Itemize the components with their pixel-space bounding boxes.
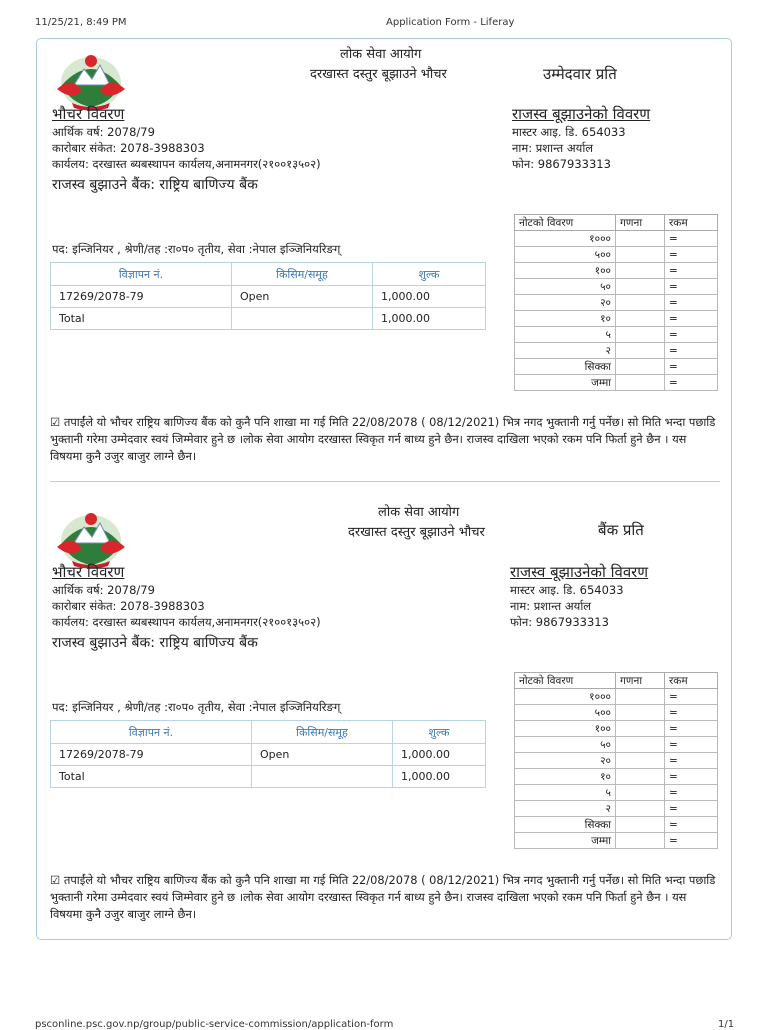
- denomination: २०: [515, 295, 616, 311]
- table-row: [515, 817, 718, 833]
- amount-cell: =: [665, 327, 718, 343]
- denomination: १०००: [515, 231, 616, 247]
- notes-header-count: गणना: [616, 215, 665, 231]
- master-id: मास्टर आइ. डि. 654033: [512, 125, 626, 139]
- count-cell: [616, 817, 665, 833]
- fee-header-fee: शुल्क: [393, 721, 486, 744]
- denomination: ५००: [515, 705, 616, 721]
- amount-cell: =: [665, 247, 718, 263]
- table-row: [515, 753, 718, 769]
- table-row: [515, 689, 718, 705]
- fee-type: Open: [252, 744, 393, 766]
- amount-cell: =: [665, 279, 718, 295]
- fee-total-label: Total: [51, 308, 232, 330]
- count-cell: [616, 327, 665, 343]
- table-row: [515, 359, 718, 375]
- count-cell: [616, 689, 665, 705]
- denomination: १००: [515, 721, 616, 737]
- fee-header-type: किसिम/समूह: [232, 263, 373, 286]
- amount-cell: =: [665, 343, 718, 359]
- payer-phone: फोन: 9867933313: [510, 615, 609, 629]
- count-cell: [616, 753, 665, 769]
- count-cell: [616, 247, 665, 263]
- denomination: ५०: [515, 279, 616, 295]
- notes-header-amount: रकम: [665, 673, 718, 689]
- table-row: [515, 231, 718, 247]
- amount-cell: =: [665, 263, 718, 279]
- denomination: १००: [515, 263, 616, 279]
- fee-total-amount: 1,000.00: [393, 766, 486, 788]
- table-row: [515, 295, 718, 311]
- post-details: पद: इन्जिनियर , श्रेणी/तह :रा०प० तृतीय, सेवा :नेपाल इञ्जिनियरिङग्: [52, 242, 341, 256]
- fee-total-empty: [232, 308, 373, 330]
- table-row: [515, 247, 718, 263]
- count-cell: [616, 375, 665, 391]
- count-cell: [616, 705, 665, 721]
- payer-phone: फोन: 9867933313: [512, 157, 611, 171]
- voucher-candidate-copy: [0, 0, 768, 463]
- denomination: २: [515, 801, 616, 817]
- payer-name: नाम: प्रशान्त अर्याल: [510, 599, 592, 613]
- amount-cell: =: [665, 833, 718, 849]
- notes-header-desc: नोटको विवरण: [515, 673, 616, 689]
- table-row: [515, 721, 718, 737]
- table-row: [515, 343, 718, 359]
- notes-table: [514, 672, 718, 849]
- amount-cell: =: [665, 721, 718, 737]
- bank-name: राजस्व बुझाउने बैंक: राष्ट्रिय बाणिज्य बैंक: [52, 635, 258, 651]
- transaction-code: कारोबार संकेत: 2078-3988303: [52, 599, 205, 613]
- table-row: [515, 263, 718, 279]
- nepal-emblem-icon: [52, 503, 130, 571]
- fee-table-header: [51, 263, 486, 286]
- denomination: १०: [515, 311, 616, 327]
- denomination: २०: [515, 753, 616, 769]
- denomination: सिक्का: [515, 817, 616, 833]
- amount-cell: =: [665, 375, 718, 391]
- count-cell: [616, 279, 665, 295]
- table-row: [515, 311, 718, 327]
- table-row: [515, 327, 718, 343]
- denomination: ५०: [515, 737, 616, 753]
- amount-cell: =: [665, 705, 718, 721]
- denomination: जम्मा: [515, 833, 616, 849]
- voucher-details-heading: भौचर विवरण: [52, 105, 125, 123]
- table-row: [51, 766, 486, 788]
- voucher-details-heading: भौचर विवरण: [52, 563, 125, 581]
- amount-cell: =: [665, 753, 718, 769]
- print-url: psconline.psc.gov.np/group/public-service-commission/application-form: [35, 1019, 394, 1030]
- amount-cell: =: [665, 785, 718, 801]
- copy-label: उम्मेदवार प्रति: [543, 65, 617, 83]
- amount-cell: =: [665, 231, 718, 247]
- copy-label: बैंक प्रति: [598, 521, 644, 539]
- voucher-bank-copy: [0, 458, 768, 921]
- count-cell: [616, 785, 665, 801]
- revenue-payer-heading: राजस्व बूझाउनेको विवरण: [512, 105, 651, 123]
- count-cell: [616, 737, 665, 753]
- fee-amount: 1,000.00: [373, 286, 486, 308]
- bank-name: राजस्व बुझाउने बैंक: राष्ट्रिय बाणिज्य बैंक: [52, 177, 258, 193]
- payment-notice: ☑ तपाईंले यो भौचर राष्ट्रिय बाणिज्य बैंक को कुनै पनि शाखा मा गई मिति 22/08/2078 ( 08/12/2021) भित्र नगद भुक्तानी गर्नु पर्नेछ। सो मिति भन्दा पछाडि भुक्तानी गरेमा उम्मेदवार स्वयं जिम्मेवार हुने छ ।लोक सेवा आयोग दरखास्त स्विकृत गर्न बाध्य हुने छैन। राजस्व दाखिला भएको रकम पनि फिर्ता हुने छैन । यस विषयमा कुनै उजुर बाजुर लाग्ने छैन।: [50, 415, 716, 463]
- table-row: [515, 375, 718, 391]
- table-row: [51, 308, 486, 330]
- fee-header-type: किसिम/समूह: [252, 721, 393, 744]
- nepal-emblem-icon: [52, 45, 130, 113]
- voucher-title: दरखास्त दस्तुर बूझाउने भौचर: [310, 67, 447, 82]
- table-row: [515, 801, 718, 817]
- table-row: [515, 833, 718, 849]
- fiscal-year: आर्थिक वर्ष: 2078/79: [52, 583, 155, 597]
- denomination: ५००: [515, 247, 616, 263]
- denomination: जम्मा: [515, 375, 616, 391]
- voucher-title: दरखास्त दस्तुर बूझाउने भौचर: [348, 525, 485, 540]
- print-page-title: Application Form - Liferay: [386, 17, 515, 28]
- org-name: लोक सेवा आयोग: [378, 505, 460, 520]
- amount-cell: =: [665, 769, 718, 785]
- print-timestamp: 11/25/21, 8:49 PM: [35, 17, 127, 28]
- table-row: [51, 286, 486, 308]
- fee-ad-no: 17269/2078-79: [51, 744, 252, 766]
- fee-ad-no: 17269/2078-79: [51, 286, 232, 308]
- fee-total-label: Total: [51, 766, 252, 788]
- master-id: मास्टर आइ. डि. 654033: [510, 583, 624, 597]
- fee-header-fee: शुल्क: [373, 263, 486, 286]
- count-cell: [616, 359, 665, 375]
- table-row: [51, 744, 486, 766]
- amount-cell: =: [665, 689, 718, 705]
- denomination: ५: [515, 785, 616, 801]
- count-cell: [616, 833, 665, 849]
- notes-table: [514, 214, 718, 391]
- count-cell: [616, 343, 665, 359]
- denomination: सिक्का: [515, 359, 616, 375]
- revenue-payer-heading: राजस्व बूझाउनेको विवरण: [510, 563, 649, 581]
- table-row: [515, 769, 718, 785]
- payer-name: नाम: प्रशान्त अर्याल: [512, 141, 594, 155]
- count-cell: [616, 801, 665, 817]
- notes-header-amount: रकम: [665, 215, 718, 231]
- fee-header-ad-no: विज्ञापन नं.: [51, 721, 252, 744]
- table-row: [515, 705, 718, 721]
- count-cell: [616, 231, 665, 247]
- office: कार्यलय: दरखास्त ब्यबस्थापन कार्यलय,अनामनगर(२१००१३५०२): [52, 157, 321, 171]
- office: कार्यलय: दरखास्त ब्यबस्थापन कार्यलय,अनामनगर(२१००१३५०२): [52, 615, 321, 629]
- fee-header-ad-no: विज्ञापन नं.: [51, 263, 232, 286]
- notes-header-desc: नोटको विवरण: [515, 215, 616, 231]
- fee-total-amount: 1,000.00: [373, 308, 486, 330]
- fee-total-empty: [252, 766, 393, 788]
- notes-table-header: [515, 215, 718, 231]
- amount-cell: =: [665, 801, 718, 817]
- amount-cell: =: [665, 737, 718, 753]
- amount-cell: =: [665, 817, 718, 833]
- notes-table-header: [515, 673, 718, 689]
- count-cell: [616, 263, 665, 279]
- payment-notice: ☑ तपाईंले यो भौचर राष्ट्रिय बाणिज्य बैंक को कुनै पनि शाखा मा गई मिति 22/08/2078 ( 08/12/2021) भित्र नगद भुक्तानी गर्नु पर्नेछ। सो मिति भन्दा पछाडि भुक्तानी गरेमा उम्मेदवार स्वयं जिम्मेवार हुने छ ।लोक सेवा आयोग दरखास्त स्विकृत गर्न बाध्य हुने छैन। राजस्व दाखिला भएको रकम पनि फिर्ता हुने छैन । यस विषयमा कुनै उजुर बाजुर लाग्ने छैन।: [50, 873, 716, 921]
- amount-cell: =: [665, 295, 718, 311]
- denomination: २: [515, 343, 616, 359]
- fee-amount: 1,000.00: [393, 744, 486, 766]
- denomination: ५: [515, 327, 616, 343]
- fee-table: [50, 720, 486, 788]
- amount-cell: =: [665, 359, 718, 375]
- count-cell: [616, 311, 665, 327]
- table-row: [515, 785, 718, 801]
- fiscal-year: आर्थिक वर्ष: 2078/79: [52, 125, 155, 139]
- denomination: १०००: [515, 689, 616, 705]
- notes-header-count: गणना: [616, 673, 665, 689]
- count-cell: [616, 721, 665, 737]
- count-cell: [616, 295, 665, 311]
- print-page-count: 1/1: [718, 1019, 735, 1030]
- fee-table-header: [51, 721, 486, 744]
- transaction-code: कारोबार संकेत: 2078-3988303: [52, 141, 205, 155]
- amount-cell: =: [665, 311, 718, 327]
- count-cell: [616, 769, 665, 785]
- denomination: १०: [515, 769, 616, 785]
- fee-type: Open: [232, 286, 373, 308]
- post-details: पद: इन्जिनियर , श्रेणी/तह :रा०प० तृतीय, सेवा :नेपाल इञ्जिनियरिङग्: [52, 700, 341, 714]
- table-row: [515, 279, 718, 295]
- table-row: [515, 737, 718, 753]
- fee-table: [50, 262, 486, 330]
- org-name: लोक सेवा आयोग: [340, 47, 422, 62]
